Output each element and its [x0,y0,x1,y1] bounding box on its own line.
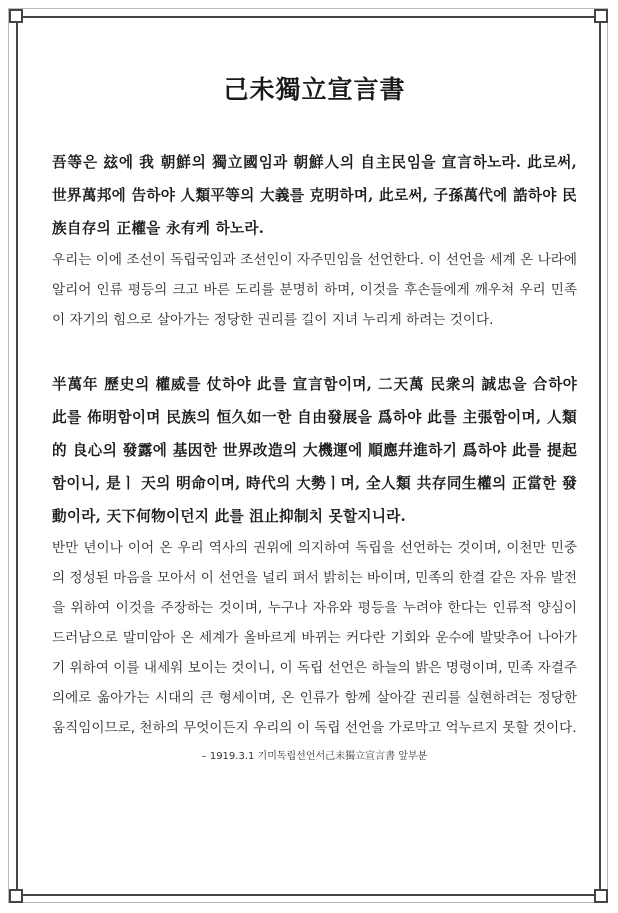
section-gap [52,335,577,368]
document-body [52,72,577,762]
source-citation: – 1919.3.1 기미독립선언서己未獨立宣言書 앞부분 [201,751,428,762]
original-text-2: 半萬年 歷史의 權威를 仗하야 此를 宣言함이며, 二天萬 民衆의 誠忠을 合하야 此를 佈明함이며 民族의 恒久如一한 自由發展을 爲하야 此를 主張함이며, 人類的 良心의 發露에 基因한 世界改造의 大機運에 順應幷進하기 爲하야 此를 提起함이니, 是ㅣ 天의 明命이며, 時代의 大勢ㅣ며, 全人類 共存同生權의 正當한 發動이라, 天下何物이던지 此를 沮止抑制치 못할지니라. [52,376,577,525]
frame-corner-top-left [9,9,23,23]
translation-text-2: 반만 년이나 이어 온 우리 역사의 권위에 의지하여 독립을 선언하는 것이며, 이천만 민중의 정성된 마음을 모아서 이 선언을 널리 펴서 밝히는 바이며, 민족의 한결 같은 자유 발전을 위하여 이것을 주장하는 것이며, 누구나 자유와 평등을 누려야 한다는 인류적 양심이 드러남으로 말미암아 온 세계가 올바르게 바뀌는 커다란 기회와 운수에 발맞추어 나아가기 위하여 이를 내세워 보이는 것이니, 이 독립 선언은 하늘의 밝은 명령이며, 민족 자결주의에로 옮아가는 시대의 큰 형세이며, 온 인류가 함께 살아갈 권리를 실현하려는 정당한 움직임이므로, 천하의 무엇이든지 우리의 이 독립 선언을 가로막고 억누르지 못할 것이다. [52,540,577,736]
document-title: 己未獨立宣言書 [223,75,406,104]
translation-text-1: 우리는 이에 조선이 독립국임과 조선인이 자주민임을 선언한다. 이 선언을 세계 온 나라에 알리어 인류 평등의 크고 바른 도리를 분명히 하며, 이것을 후손들에게 깨우쳐 우리 민족이 자기의 힘으로 살아가는 정당한 권리를 길이 지녀 누리게 하려는 것이다. [52,252,577,328]
frame-corner-bottom-right [594,889,608,903]
original-text-1: 吾等은 玆에 我 朝鮮의 獨立國임과 朝鮮人의 自主民임을 宣言하노라. 此로써, 世界萬邦에 告하야 人類平等의 大義를 克明하며, 此로써, 子孫萬代에 誥하야 民族自存의 正權을 永有케 하노라. [52,154,577,237]
frame-corner-top-right [594,9,608,23]
frame-corner-bottom-left [9,889,23,903]
